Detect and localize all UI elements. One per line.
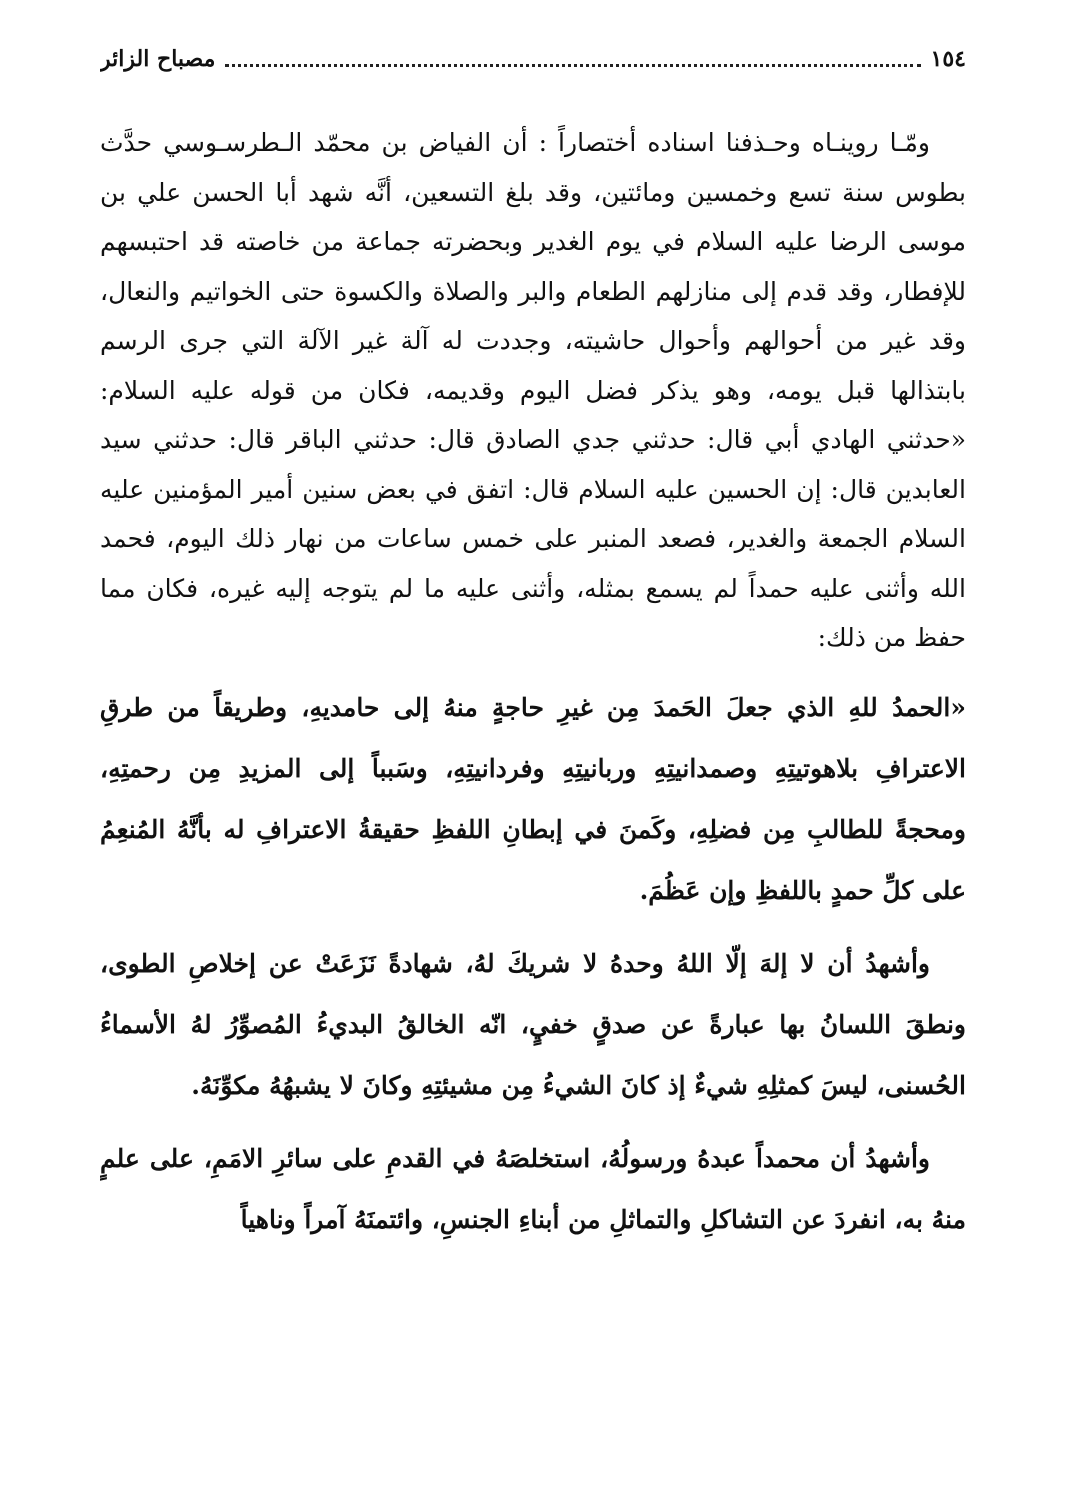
page-body xyxy=(100,118,966,1490)
header-dot-leader xyxy=(225,64,920,67)
book-title: مصباح الزائر xyxy=(100,46,216,72)
narration-paragraph: ومّـا روينـاه وحـذفنا اسناده أختصاراً : أن الفياض بن محمّد الـطرسـوسي حدَّث بطوس سنة تسع وخمسين ومائتين، وقد بلغ التسعين، أنَّه شهد أبا الحسن علي بن موسى الرضا عليه السلام في يوم الغدير وبحضرته جماعة من خاصته قد احتبسهم للإفطار، وقد قدم إلى منازلهم الطعام والبر والصلاة والكسوة حتى الخواتيم والنعال، وقد غير من أحوالهم وأحوال حاشيته، وجددت له آلة غير الآلة التي جرى الرسم بابتذالها قبل يومه، وهو يذكر فضل اليوم وقديمه، فكان من قوله عليه السلام: «حدثني الهادي أبي قال: حدثني جدي الصادق قال: حدثني الباقر قال: حدثني سيد العابدين قال: إن الحسين عليه السلام قال: اتفق في بعض سنين أمير المؤمنين عليه السلام الجمعة والغدير، فصعد المنبر على خمس ساعات من نهار ذلك اليوم، فحمد الله وأثنى عليه حمداً لم يسمع بمثله، وأثنى عليه ما لم يتوجه إليه غيره، فكان مما حفظ من ذلك: xyxy=(100,128,966,652)
sermon-paragraph-testimony: وأشهدُ أن لا إلهَ إلّا اللهُ وحدهُ لا شريكَ لهُ، شهادةً نَزَعَتْ عن إخلاصِ الطوى، ونطقَ اللسانُ بها عبارةً عن صدقٍ خفيٍ، انّه الخالقُ البديءُ المُصوِّرُ لهُ الأسماءُ الحُسنى، ليسَ كمثلِهِ شيءٌ إذ كانَ الشيءُ مِن مشيئتِهِ وكانَ لا يشبهُهُ مكوِّنَهُ. xyxy=(100,948,966,1100)
page-number: ١٥٤ xyxy=(930,46,966,72)
sermon-paragraph-praise: «الحمدُ للهِ الذي جعلَ الحَمدَ مِن غيرِ حاجةٍ منهُ إلى حامديهِ، وطريقاً من طرقِ الاعترافِ بلاهوتيتِهِ وصمدانيتِهِ وربانيتِهِ وفردانيتِهِ، وسَبباً إلى المزيدِ مِن رحمتِهِ، ومحجةً للطالبِ مِن فضلِهِ، وكَمنَ في إبطانِ اللفظِ حقيقةُ الاعترافِ له بأنَّهُ المُنعِمُ على كلِّ حمدٍ باللفظِ وإن عَظُمَ. xyxy=(100,692,966,905)
running-header xyxy=(100,30,966,88)
sermon-paragraph-prophet: وأشهدُ أن محمداً عبدهُ ورسولُهُ، استخلصَهُ في القدمِ على سائرِ الامَمِ، على علمٍ منهُ به، انفردَ عن التشاكلِ والتماثلِ من أبناءِ الجنسِ، وائتمنَهُ آمراً وناهياً xyxy=(100,1143,966,1234)
book-page xyxy=(100,30,966,1490)
